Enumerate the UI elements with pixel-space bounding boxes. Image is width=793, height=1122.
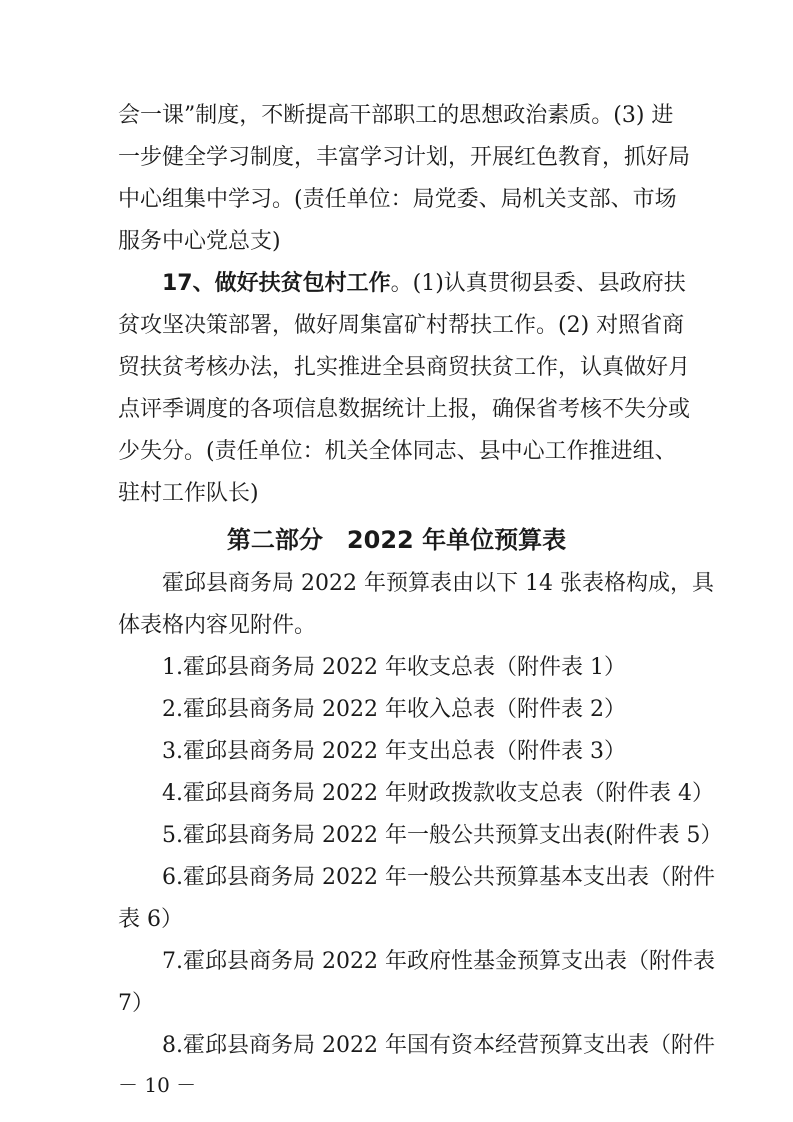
paragraph-line: 霍邱县商务局 2022 年预算表由以下 14 张表格构成，具 <box>162 571 714 596</box>
list-item: 7.霍邱县商务局 2022 年政府性基金预算支出表（附件表 <box>162 949 715 974</box>
paragraph-line: 少失分。(责任单位：机关全体同志、县中心工作推进组、 <box>118 439 677 464</box>
list-item-continuation: 表 6） <box>118 907 183 932</box>
list-item: 1.霍邱县商务局 2022 年收支总表（附件表 1） <box>162 655 626 680</box>
section-title: 第二部分 2022 年单位预算表 <box>226 526 567 554</box>
list-item: 5.霍邱县商务局 2022 年一般公共预算支出表(附件表 5） <box>162 823 723 848</box>
paragraph-line: 贫攻坚决策部署，做好周集富矿村帮扶工作。(2) 对照省商 <box>118 313 685 338</box>
paragraph-line: 中心组集中学习。(责任单位：局党委、局机关支部、市场 <box>118 187 677 212</box>
item-17-text: 。(1)认真贯彻县委、县政府扶 <box>390 271 686 296</box>
item-17-first-line <box>162 266 686 302</box>
list-item: 6.霍邱县商务局 2022 年一般公共预算基本支出表（附件 <box>162 865 715 890</box>
list-item: 4.霍邱县商务局 2022 年财政拨款收支总表（附件表 4） <box>162 781 714 806</box>
paragraph-line: 服务中心党总支) <box>118 229 281 254</box>
paragraph-line: 贸扶贫考核办法，扎实推进全县商贸扶贫工作，认真做好月 <box>118 355 691 380</box>
paragraph-line: 会一课”制度，不断提高干部职工的思想政治素质。(3) 进 <box>118 103 674 128</box>
page-number: － 10 － <box>118 1073 197 1097</box>
paragraph-line: 驻村工作队长) <box>118 481 259 506</box>
list-item: 3.霍邱县商务局 2022 年支出总表（附件表 3） <box>162 739 626 764</box>
paragraph-line: 体表格内容见附件。 <box>118 613 317 638</box>
list-item-continuation: 7） <box>118 991 154 1016</box>
list-item: 8.霍邱县商务局 2022 年国有资本经营预算支出表（附件 <box>162 1033 715 1058</box>
paragraph-line: 一步健全学习制度，丰富学习计划，开展红色教育，抓好局 <box>118 145 691 170</box>
paragraph-line: 点评季调度的各项信息数据统计上报，确保省考核不失分或 <box>118 397 691 422</box>
list-item: 2.霍邱县商务局 2022 年收入总表（附件表 2） <box>162 697 626 722</box>
item-17-heading: 17、做好扶贫包村工作 <box>162 271 391 296</box>
